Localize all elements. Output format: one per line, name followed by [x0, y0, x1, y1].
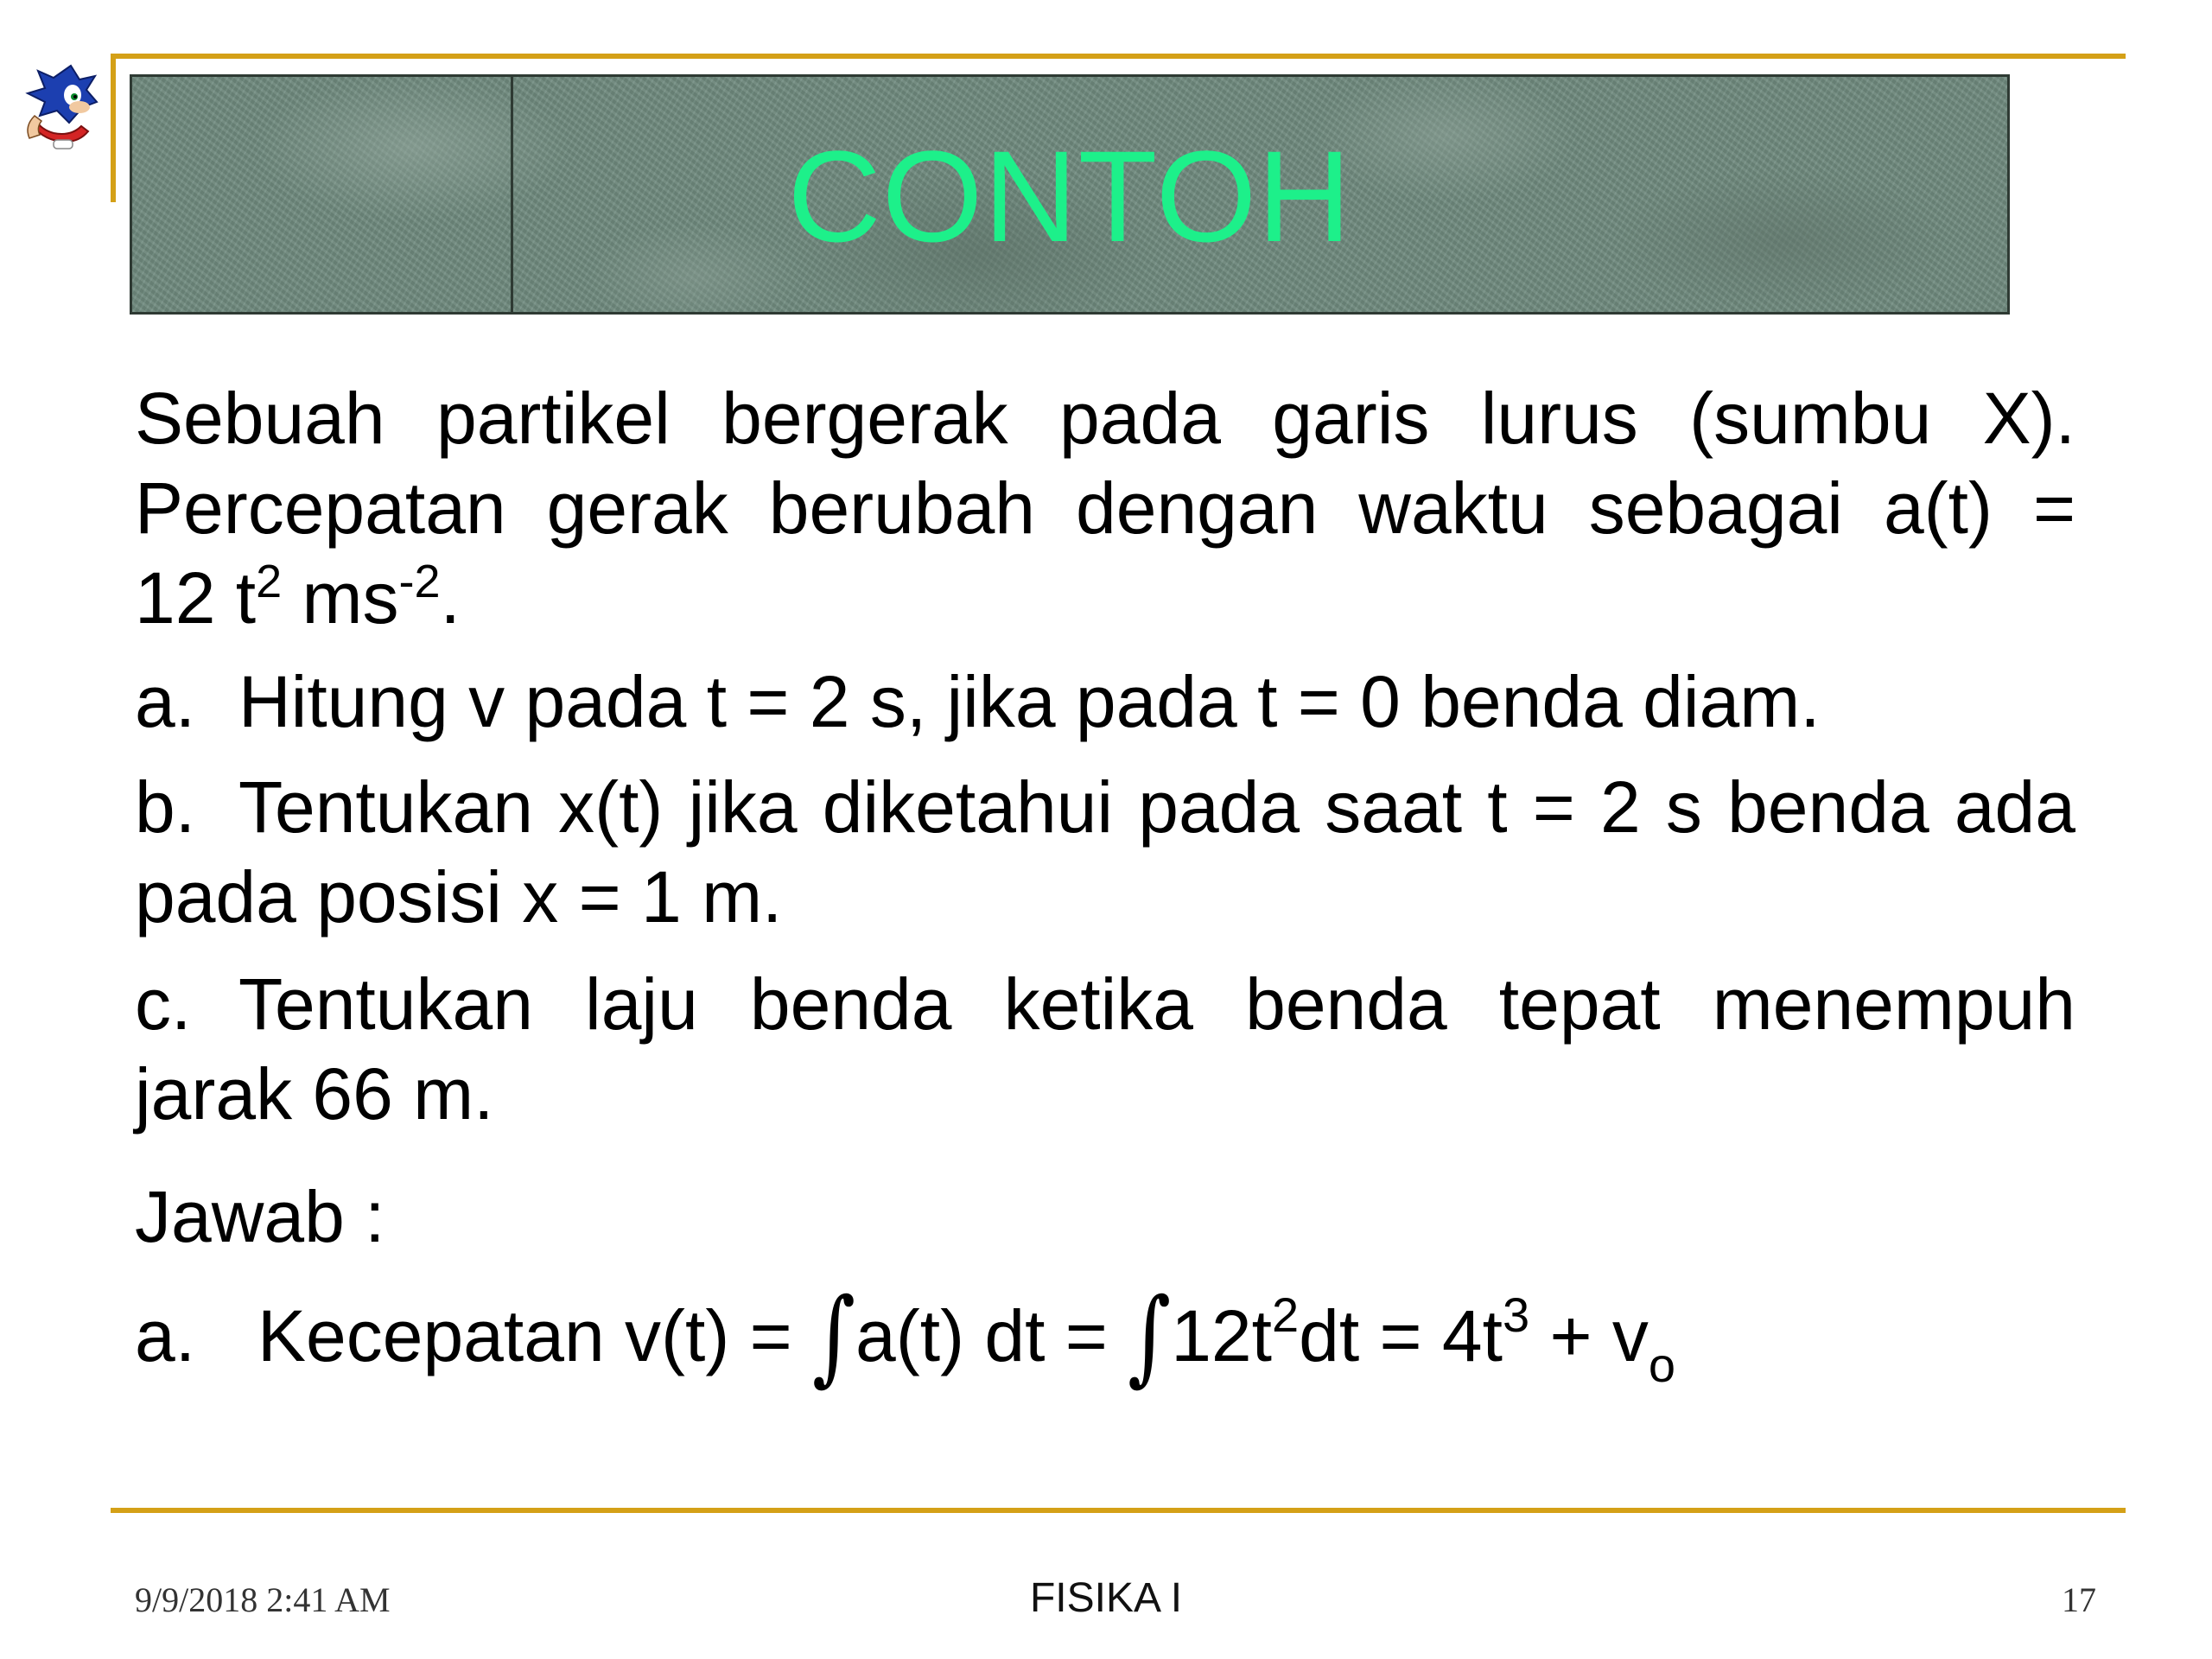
title-banner — [130, 74, 2010, 315]
answer-a-equation — [135, 1275, 1676, 1396]
problem-line-3-prefix: 12 t — [135, 557, 257, 639]
integral-sign-2: ∫ — [1128, 1275, 1172, 1396]
gold-top-rule — [111, 54, 2126, 59]
answer-a-exponent-2: 2 — [1271, 1287, 1300, 1342]
gold-left-rule — [111, 54, 116, 202]
question-c — [135, 959, 2075, 1139]
slide-title: CONTOH — [787, 124, 1352, 269]
answer-a-exponent-3: 3 — [1502, 1287, 1530, 1342]
problem-line-1: Sebuah partikel bergerak pada garis lurus (sumbu X). — [135, 378, 2075, 459]
gold-bottom-rule — [111, 1508, 2126, 1513]
answer-a-expr-4: + v — [1529, 1295, 1649, 1376]
question-a — [135, 657, 2075, 747]
exponent-s: -2 — [398, 556, 441, 607]
footer-title: FISIKA I — [1029, 1575, 1183, 1621]
question-b-line-1: Tentukan x(t) jika diketahui pada saat t = 2 s benda ada — [238, 766, 2075, 848]
footer-page-number: 17 — [2062, 1580, 2096, 1619]
question-c-line-1: Tentukan laju benda ketika benda tepat menempuh — [238, 963, 2075, 1045]
answer-a-expr-1: a(t) dt = — [855, 1295, 1128, 1376]
question-c-line-2: jarak 66 m. — [135, 1053, 494, 1135]
question-a-text: Hitung v pada t = 2 s, jika pada t = 0 benda diam. — [238, 661, 1821, 742]
problem-line-3-period: . — [440, 557, 461, 639]
exponent-t: 2 — [256, 556, 283, 607]
problem-line-3-unit: ms — [282, 557, 399, 639]
answer-a-label: Kecepatan v(t) = — [257, 1295, 813, 1376]
answer-a-expr-3: dt = 4t — [1299, 1295, 1503, 1376]
problem-line-3 — [135, 553, 2075, 643]
problem-line-2: Percepatan gerak berubah dengan waktu sebagai a(t) = — [135, 467, 2075, 549]
question-b-marker: b. — [135, 766, 196, 848]
question-c-marker: c. — [135, 963, 192, 1045]
answer-a-expr-2: 12t — [1171, 1295, 1272, 1376]
question-a-marker: a. — [135, 661, 196, 742]
sonic-mascot-icon — [19, 59, 105, 161]
footer-date: 9/9/2018 2:41 AM — [135, 1580, 391, 1619]
question-b-line-2: pada posisi x = 1 m. — [135, 856, 783, 938]
problem-statement — [135, 373, 2075, 643]
question-b — [135, 762, 2075, 942]
answer-a-marker: a. — [135, 1295, 196, 1376]
answer-heading: Jawab : — [135, 1176, 385, 1257]
answer-a-subscript: o — [1648, 1338, 1676, 1392]
integral-sign-1: ∫ — [812, 1275, 856, 1396]
